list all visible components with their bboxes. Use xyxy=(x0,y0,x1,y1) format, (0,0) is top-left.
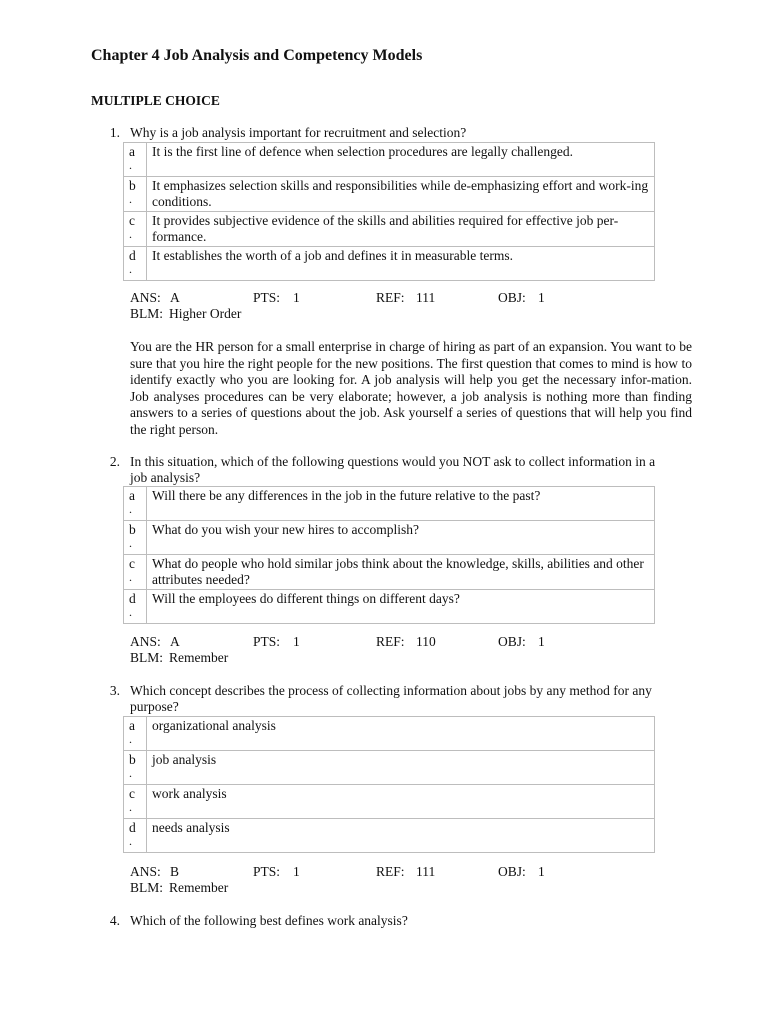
option-row[interactable] xyxy=(124,717,655,751)
option-letter: a . xyxy=(124,143,147,177)
answer-meta xyxy=(130,634,630,650)
ans-value: A xyxy=(170,290,180,305)
option-letter: d . xyxy=(124,247,147,281)
option-row[interactable] xyxy=(124,177,655,212)
option-row[interactable] xyxy=(124,212,655,247)
scenario-paragraph: You are the HR person for a small enterprise in charge of hiring as part of an expansion. You want to be sure that you hire the right people for the new positions. The first question that comes to mind is how to identify exactly who you are looking for. A job analysis will help you get the necessary infor-mation. Job analyses procedures can be very elaborate; however, a job analysis is nothing more than finding answers to a series of questions about the job. Ask yourself a series of questions that will help you find the right person. xyxy=(130,339,692,437)
option-letter: d . xyxy=(124,590,147,624)
obj-value: 1 xyxy=(538,290,545,305)
option-row[interactable] xyxy=(124,143,655,177)
option-letter: b . xyxy=(124,177,147,212)
option-letter: c . xyxy=(124,785,147,819)
obj-label: OBJ: xyxy=(498,864,526,879)
option-text: It is the first line of defence when selection procedures are legally challenged. xyxy=(147,143,655,177)
ans-label: ANS: xyxy=(130,290,161,305)
option-text: It emphasizes selection skills and responsibilities while de-emphasizing effort and work-ing conditions. xyxy=(147,177,655,212)
question-number: 1. xyxy=(109,125,120,140)
question-number: 2. xyxy=(109,454,120,469)
option-text: organizational analysis xyxy=(147,717,655,751)
page-title: Chapter 4 Job Analysis and Competency Models xyxy=(91,47,423,64)
question-number: 3. xyxy=(109,683,120,698)
obj-label: OBJ: xyxy=(498,290,526,305)
obj-value: 1 xyxy=(538,634,545,649)
option-letter: c . xyxy=(124,555,147,590)
obj-label: OBJ: xyxy=(498,634,526,649)
blm-value: Remember xyxy=(169,880,229,895)
answer-meta xyxy=(130,864,630,880)
question-text: In this situation, which of the following questions would you NOT ask to collect information in a job analysis? xyxy=(130,454,656,485)
option-letter: a . xyxy=(124,487,147,521)
blm-value: Higher Order xyxy=(169,306,242,321)
question-text: Which concept describes the process of collecting information about jobs by any method for any purpose? xyxy=(130,683,652,714)
option-row[interactable] xyxy=(124,487,655,521)
ref-label: REF: xyxy=(376,634,405,649)
option-text: needs analysis xyxy=(147,819,655,853)
blm-label: BLM: xyxy=(130,880,164,895)
ans-value: B xyxy=(170,864,180,879)
ref-label: REF: xyxy=(376,864,405,879)
question-number: 4. xyxy=(109,913,120,928)
answer-meta xyxy=(130,290,630,306)
pts-value: 1 xyxy=(293,634,300,649)
obj-value: 1 xyxy=(538,864,545,879)
option-letter: c . xyxy=(124,212,147,247)
options-table xyxy=(123,142,655,281)
option-text: It provides subjective evidence of the skills and abilities required for effective job per-formance. xyxy=(147,212,655,247)
option-row[interactable] xyxy=(124,785,655,819)
question-text: Why is a job analysis important for recruitment and selection? xyxy=(130,125,467,140)
options-table xyxy=(123,716,655,853)
pts-value: 1 xyxy=(293,864,300,879)
question-text: Which of the following best defines work analysis? xyxy=(130,913,408,928)
option-row[interactable] xyxy=(124,590,655,624)
option-row[interactable] xyxy=(124,247,655,281)
pts-label: PTS: xyxy=(253,634,281,649)
option-text: job analysis xyxy=(147,751,655,785)
ans-label: ANS: xyxy=(130,634,161,649)
ans-value: A xyxy=(170,634,180,649)
option-row[interactable] xyxy=(124,521,655,555)
ref-value: 110 xyxy=(416,634,436,649)
ref-label: REF: xyxy=(376,290,405,305)
blm-meta xyxy=(130,880,430,896)
pts-label: PTS: xyxy=(253,290,281,305)
option-text: What do you wish your new hires to accomplish? xyxy=(147,521,655,555)
blm-label: BLM: xyxy=(130,306,164,321)
option-row[interactable] xyxy=(124,751,655,785)
option-text: What do people who hold similar jobs think about the knowledge, skills, abilities and other attributes needed? xyxy=(147,555,655,590)
option-row[interactable] xyxy=(124,555,655,590)
ref-value: 111 xyxy=(416,864,436,879)
option-letter: a . xyxy=(124,717,147,751)
options-table xyxy=(123,486,655,624)
ans-label: ANS: xyxy=(130,864,161,879)
blm-meta xyxy=(130,650,430,666)
option-letter: b . xyxy=(124,521,147,555)
section-heading: MULTIPLE CHOICE xyxy=(91,93,220,108)
ref-value: 111 xyxy=(416,290,436,305)
option-text: Will the employees do different things on different days? xyxy=(147,590,655,624)
blm-value: Remember xyxy=(169,650,229,665)
option-text: Will there be any differences in the job in the future relative to the past? xyxy=(147,487,655,521)
option-letter: d . xyxy=(124,819,147,853)
option-text: It establishes the worth of a job and defines it in measurable terms. xyxy=(147,247,655,281)
option-text: work analysis xyxy=(147,785,655,819)
option-row[interactable] xyxy=(124,819,655,853)
pts-value: 1 xyxy=(293,290,300,305)
blm-meta xyxy=(130,306,430,322)
blm-label: BLM: xyxy=(130,650,164,665)
pts-label: PTS: xyxy=(253,864,281,879)
option-letter: b . xyxy=(124,751,147,785)
